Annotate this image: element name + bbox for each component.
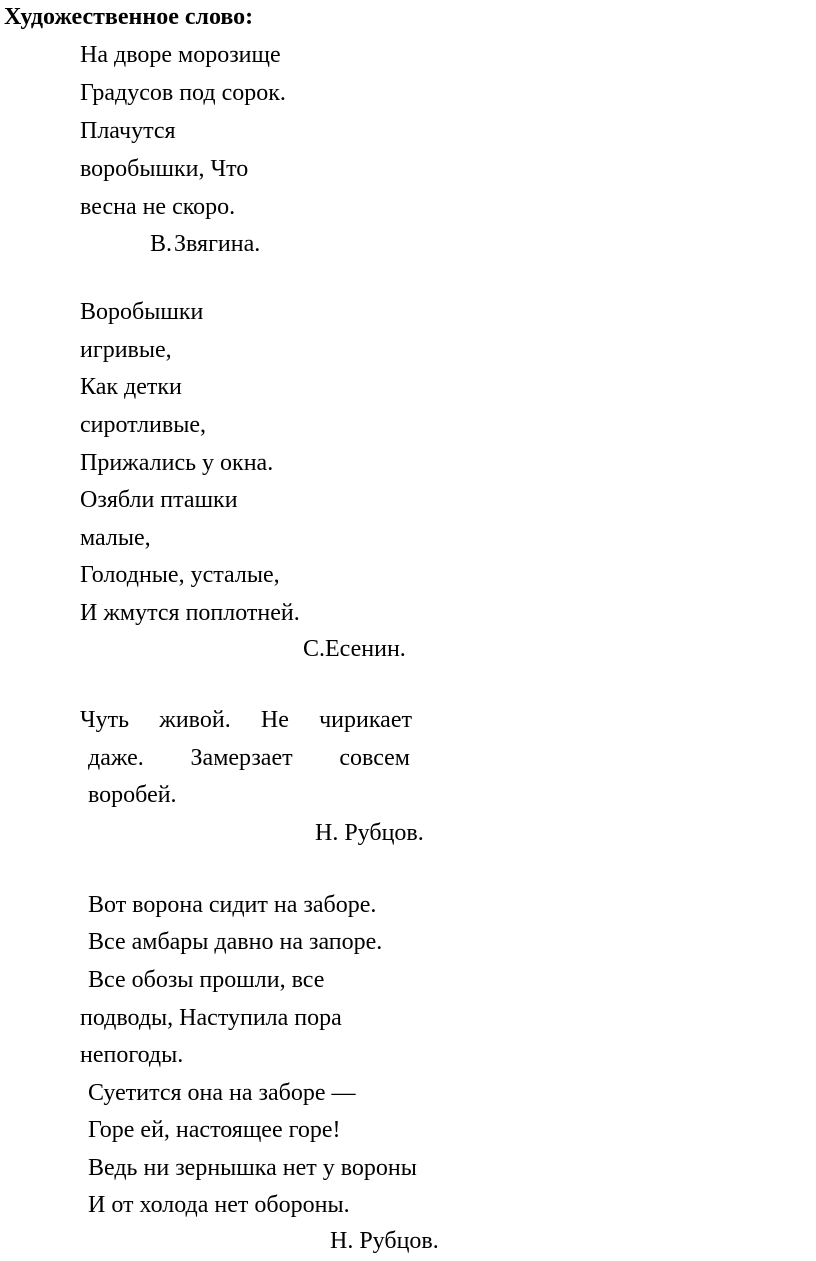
poem-2-line: И жмутся поплотней. [80,600,300,626]
poem-4-line: Все обозы прошли, все [88,967,325,993]
poem-2-line: Воробышки [80,299,204,325]
poem-3-word: совсем [339,745,410,771]
poem-3-word: Чуть [80,707,130,733]
poem-2-line: Прижались у окна. [80,450,274,476]
poem-1-line: На дворе морозище [80,42,281,68]
poem-3-line [88,743,410,773]
poem-2-line: игривые, [80,337,172,363]
poem-3-word: чирикает [319,707,412,733]
poem-3-line: воробей. [88,782,177,808]
poem-4-line: Ведь ни зернышка нет у вороны [88,1155,417,1181]
poem-4-line: Вот ворона сидит на заборе. [88,892,377,918]
poem-3-line [80,705,412,735]
poem-1-line: воробышки, Что [80,156,249,182]
poem-1-line: весна не скоро. [80,194,236,220]
poem-2-author: С.Есенин. [303,636,406,662]
poem-3-word: Замерзает [190,745,293,771]
poem-3-word: даже. [88,745,144,771]
poem-1-line: Градусов под сорок. [80,80,286,106]
page-heading: Художественное слово: [4,4,254,30]
poem-4-line: Горе ей, настоящее горе! [88,1117,341,1143]
poem-2-line: сиротливые, [80,412,206,438]
poem-1-line: Плачутся [80,118,176,144]
poem-4-line: непогоды. [80,1042,184,1068]
poem-4-author: Н. Рубцов. [330,1228,439,1254]
poem-2-line: малые, [80,525,151,551]
poem-4-line: Все амбары давно на запоре. [88,929,383,955]
poem-3-word: Не [260,707,289,733]
poem-4-line: Суетится она на заборе — [88,1080,356,1106]
poem-1-author: В. Звягина. [150,231,261,257]
poem-2-line: Как детки [80,374,182,400]
poem-4-line: подводы, Наступила пора [80,1005,342,1031]
poem-3-word: живой. [159,707,231,733]
poem-4-line: И от холода нет обороны. [88,1192,350,1218]
poem-2-line: Голодные, усталые, [80,562,280,588]
poem-2-line: Озябли пташки [80,487,238,513]
poem-3-author: Н. Рубцов. [315,820,424,846]
